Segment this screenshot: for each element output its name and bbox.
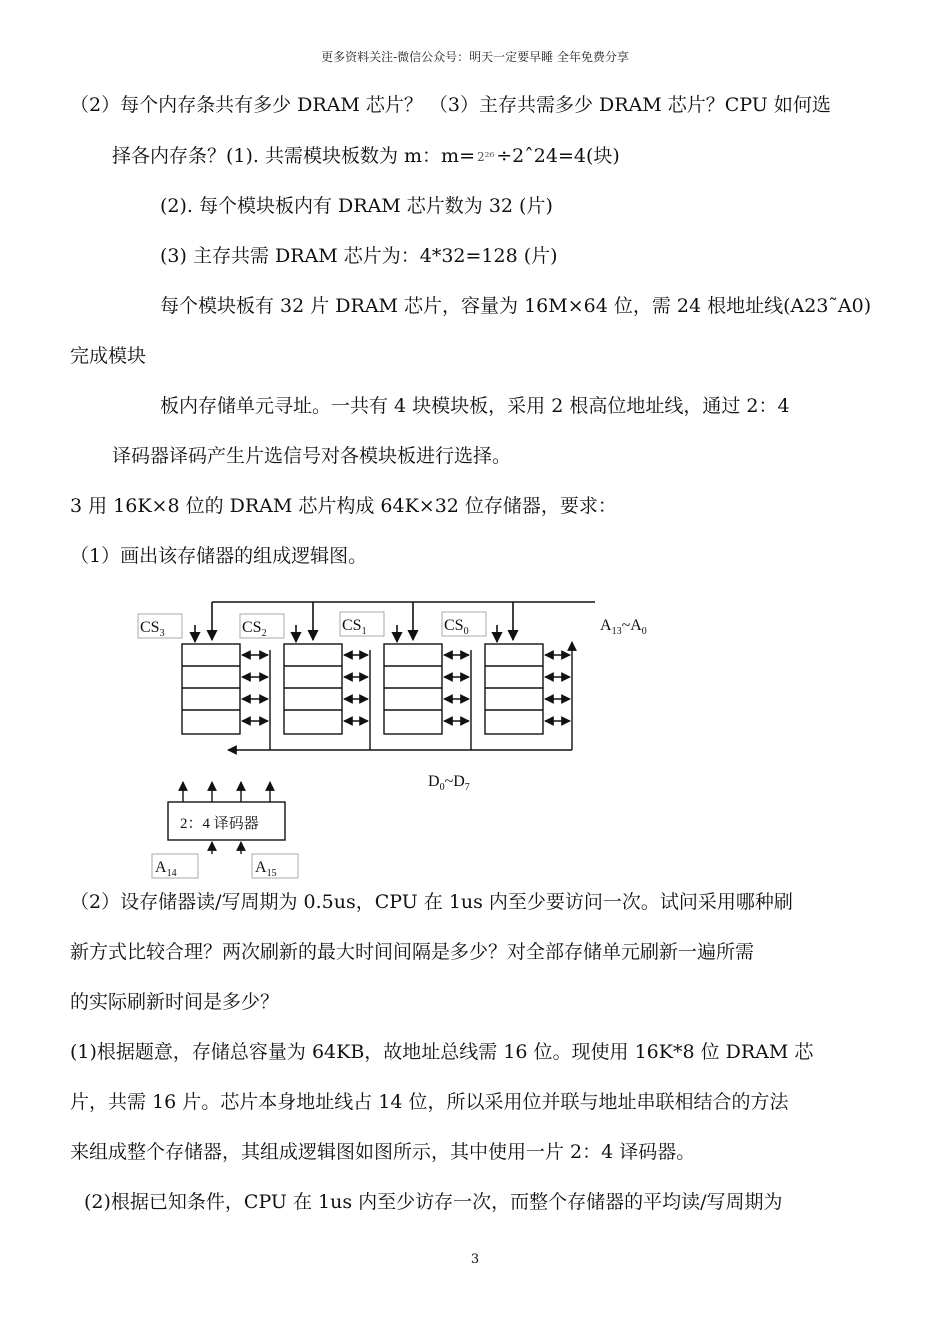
a15-label: $A_{15}$ [255,859,277,879]
text-line-5: 每个模块板有 32 片 DRAM 芯片，容量为 16M×64 位，需 24 根地址线(A23˜A0) [160,295,872,317]
text-line-10: （1）画出该存储器的组成逻辑图。 [70,545,368,567]
decoder-label: 2：4 译码器 [180,816,259,832]
cs0-label: $CS_0$ [444,617,469,637]
page-header: 更多资料关注-微信公众号：明天一定要早睡 全年免费分享 [321,50,629,64]
fraction-figure: 2²⁶ [477,150,495,164]
text-line-11: （2）设存储器读/写周期为 0.5us，CPU 在 1us 内至少要访问一次。试问采用哪种刷 [70,891,793,913]
a14-label: $A_{14}$ [155,859,177,879]
text-line-3: (2). 每个模块板内有 DRAM 芯片数为 32 (片) [160,195,553,217]
memory-logic-diagram [0,590,950,890]
text-line-15: 片，共需 16 片。芯片本身地址线占 14 位，所以采用位并联与地址串联相结合的方法 [70,1091,789,1113]
cs1-label: $CS_1$ [342,617,367,637]
text-line-4: (3) 主存共需 DRAM 芯片为：4*32=128 (片) [160,245,558,267]
cs2-label: $CS_2$ [242,619,267,639]
text-line-17: (2)根据已知条件，CPU 在 1us 内至少访存一次，而整个存储器的平均读/写周期为 [84,1191,783,1213]
text-line-12: 新方式比较合理？两次刷新的最大时间间隔是多少？对全部存储单元刷新一遍所需 [70,941,755,963]
text-line-6: 完成模块 [70,345,147,367]
text-line-8: 译码器译码产生片选信号对各模块板进行选择。 [112,445,512,467]
cs3-label: $CS_3$ [140,619,165,639]
data-bus-label: $D_0\sim D_7$ [428,773,470,793]
text-line-16: 来组成整个存储器，其组成逻辑图如图所示，其中使用一片 2：4 译码器。 [70,1141,696,1163]
text-line-1: （2）每个内存条共有多少 DRAM 芯片？ （3）主存共需多少 DRAM 芯片？CPU 如何选 [70,94,831,116]
page-number: 3 [470,1252,480,1267]
text-line-9: 3 用 16K×8 位的 DRAM 芯片构成 64K×32 位存储器，要求： [70,495,617,517]
text-line-13: 的实际刷新时间是多少？ [70,991,280,1013]
address-bus-label: $A_{13}\sim A_0$ [600,617,647,637]
text-line-2: 择各内存条？(1). 共需模块板数为 m：m= 2²⁶ ÷2ˆ24=4(块) [112,145,620,167]
text-line-7: 板内存储单元寻址。一共有 4 块模块板，采用 2 根高位地址线，通过 2：4 [160,395,790,417]
text-line-14: (1)根据题意，存储总容量为 64KB，故地址总线需 16 位。现使用 16K*8 位 DRAM 芯 [70,1041,814,1063]
